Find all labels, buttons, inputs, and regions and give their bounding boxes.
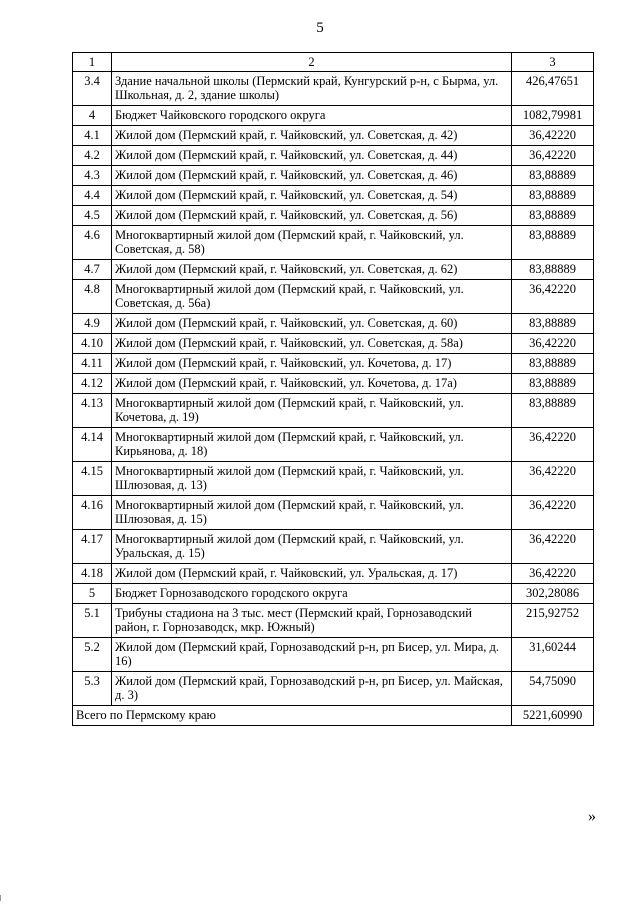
closing-quote-mark: » — [588, 808, 596, 825]
row-number: 3.4 — [73, 72, 112, 106]
row-amount: 36,42220 — [512, 334, 594, 354]
row-number: 4.11 — [73, 354, 112, 374]
row-object-name: Жилой дом (Пермский край, Горнозаводский р-н, рп Бисер, ул. Мира, д. 16) — [112, 638, 512, 672]
page-number: 5 — [316, 20, 324, 36]
allocation-table — [72, 52, 594, 726]
row-amount: 83,88889 — [512, 374, 594, 394]
row-number: 5.1 — [73, 604, 112, 638]
row-object-name: Многоквартирный жилой дом (Пермский край, г. Чайковский, ул. Советская, д. 58) — [112, 226, 512, 260]
row-object-name: Жилой дом (Пермский край, г. Чайковский, ул. Советская, д. 46) — [112, 166, 512, 186]
table-row — [73, 394, 594, 428]
header-col-1: 1 — [73, 53, 112, 72]
table-row — [73, 428, 594, 462]
row-amount: 83,88889 — [512, 226, 594, 260]
row-number: 4.9 — [73, 314, 112, 334]
table-row — [73, 260, 594, 280]
row-object-name: Многоквартирный жилой дом (Пермский край, г. Чайковский, ул. Кирьянова, д. 18) — [112, 428, 512, 462]
table-row — [73, 226, 594, 260]
row-number: 4.5 — [73, 206, 112, 226]
table-row — [73, 496, 594, 530]
row-object-name: Жилой дом (Пермский край, г. Чайковский, ул. Советская, д. 62) — [112, 260, 512, 280]
row-number: 4.10 — [73, 334, 112, 354]
total-label: Всего по Пермскому краю — [73, 706, 512, 726]
row-number: 5.3 — [73, 672, 112, 706]
row-object-name: Жилой дом (Пермский край, г. Чайковский, ул. Советская, д. 42) — [112, 126, 512, 146]
row-amount: 36,42220 — [512, 428, 594, 462]
row-object-name: Бюджет Чайковского городского округа — [112, 106, 512, 126]
row-number: 4.6 — [73, 226, 112, 260]
table-row — [73, 126, 594, 146]
row-amount: 36,42220 — [512, 146, 594, 166]
row-number: 4.12 — [73, 374, 112, 394]
row-number: 5 — [73, 584, 112, 604]
table-row — [73, 354, 594, 374]
table-row — [73, 334, 594, 354]
row-amount: 83,88889 — [512, 166, 594, 186]
row-amount: 54,75090 — [512, 672, 594, 706]
row-number: 4 — [73, 106, 112, 126]
row-amount: 83,88889 — [512, 354, 594, 374]
row-amount: 36,42220 — [512, 564, 594, 584]
table-row — [73, 146, 594, 166]
row-number: 5.2 — [73, 638, 112, 672]
row-object-name: Жилой дом (Пермский край, г. Чайковский, ул. Кочетова, д. 17а) — [112, 374, 512, 394]
row-amount: 426,47651 — [512, 72, 594, 106]
table-row — [73, 638, 594, 672]
row-number: 4.13 — [73, 394, 112, 428]
row-number: 4.8 — [73, 280, 112, 314]
table-row — [73, 374, 594, 394]
row-amount: 36,42220 — [512, 530, 594, 564]
row-number: 4.7 — [73, 260, 112, 280]
table-row — [73, 604, 594, 638]
table-row — [73, 564, 594, 584]
row-amount: 83,88889 — [512, 260, 594, 280]
row-amount: 36,42220 — [512, 280, 594, 314]
scan-edge-mark — [0, 895, 1, 901]
row-object-name: Трибуны стадиона на 3 тыс. мест (Пермский край, Горнозаводский район, г. Горнозаводск, мкр. Южный) — [112, 604, 512, 638]
row-object-name: Многоквартирный жилой дом (Пермский край, г. Чайковский, ул. Шлюзовая, д. 13) — [112, 462, 512, 496]
row-number: 4.15 — [73, 462, 112, 496]
header-col-2: 2 — [112, 53, 512, 72]
table-row — [73, 280, 594, 314]
row-number: 4.17 — [73, 530, 112, 564]
row-number: 4.3 — [73, 166, 112, 186]
row-object-name: Жилой дом (Пермский край, г. Чайковский, ул. Уральская, д. 17) — [112, 564, 512, 584]
table-row — [73, 72, 594, 106]
table-row — [73, 106, 594, 126]
total-row — [73, 706, 594, 726]
row-object-name: Жилой дом (Пермский край, г. Чайковский, ул. Советская, д. 58а) — [112, 334, 512, 354]
row-amount: 1082,79981 — [512, 106, 594, 126]
table-row — [73, 314, 594, 334]
row-object-name: Жилой дом (Пермский край, г. Чайковский, ул. Советская, д. 44) — [112, 146, 512, 166]
row-object-name: Бюджет Горнозаводского городского округа — [112, 584, 512, 604]
table-row — [73, 672, 594, 706]
row-object-name: Многоквартирный жилой дом (Пермский край, г. Чайковский, ул. Советская, д. 56а) — [112, 280, 512, 314]
row-amount: 83,88889 — [512, 314, 594, 334]
row-amount: 36,42220 — [512, 126, 594, 146]
row-number: 4.16 — [73, 496, 112, 530]
table-row — [73, 530, 594, 564]
row-amount: 302,28086 — [512, 584, 594, 604]
row-amount: 83,88889 — [512, 206, 594, 226]
row-object-name: Жилой дом (Пермский край, Горнозаводский р-н, рп Бисер, ул. Майская, д. 3) — [112, 672, 512, 706]
row-amount: 83,88889 — [512, 394, 594, 428]
total-amount: 5221,60990 — [512, 706, 594, 726]
row-object-name: Жилой дом (Пермский край, г. Чайковский, ул. Советская, д. 56) — [112, 206, 512, 226]
row-number: 4.2 — [73, 146, 112, 166]
row-object-name: Многоквартирный жилой дом (Пермский край, г. Чайковский, ул. Кочетова, д. 19) — [112, 394, 512, 428]
row-object-name: Здание начальной школы (Пермский край, Кунгурский р-н, с Бырма, ул. Школьная, д. 2, здание школы) — [112, 72, 512, 106]
row-object-name: Жилой дом (Пермский край, г. Чайковский, ул. Советская, д. 54) — [112, 186, 512, 206]
header-col-3: 3 — [512, 53, 594, 72]
table-row — [73, 206, 594, 226]
row-number: 4.4 — [73, 186, 112, 206]
row-amount: 36,42220 — [512, 496, 594, 530]
row-amount: 83,88889 — [512, 186, 594, 206]
table-row — [73, 584, 594, 604]
row-amount: 215,92752 — [512, 604, 594, 638]
row-object-name: Многоквартирный жилой дом (Пермский край, г. Чайковский, ул. Шлюзовая, д. 15) — [112, 496, 512, 530]
row-amount: 36,42220 — [512, 462, 594, 496]
row-number: 4.1 — [73, 126, 112, 146]
table-header-row — [73, 53, 594, 72]
row-object-name: Многоквартирный жилой дом (Пермский край, г. Чайковский, ул. Уральская, д. 15) — [112, 530, 512, 564]
table-row — [73, 462, 594, 496]
row-object-name: Жилой дом (Пермский край, г. Чайковский, ул. Советская, д. 60) — [112, 314, 512, 334]
table-row — [73, 186, 594, 206]
row-number: 4.18 — [73, 564, 112, 584]
table-row — [73, 166, 594, 186]
row-amount: 31,60244 — [512, 638, 594, 672]
row-object-name: Жилой дом (Пермский край, г. Чайковский, ул. Кочетова, д. 17) — [112, 354, 512, 374]
row-number: 4.14 — [73, 428, 112, 462]
